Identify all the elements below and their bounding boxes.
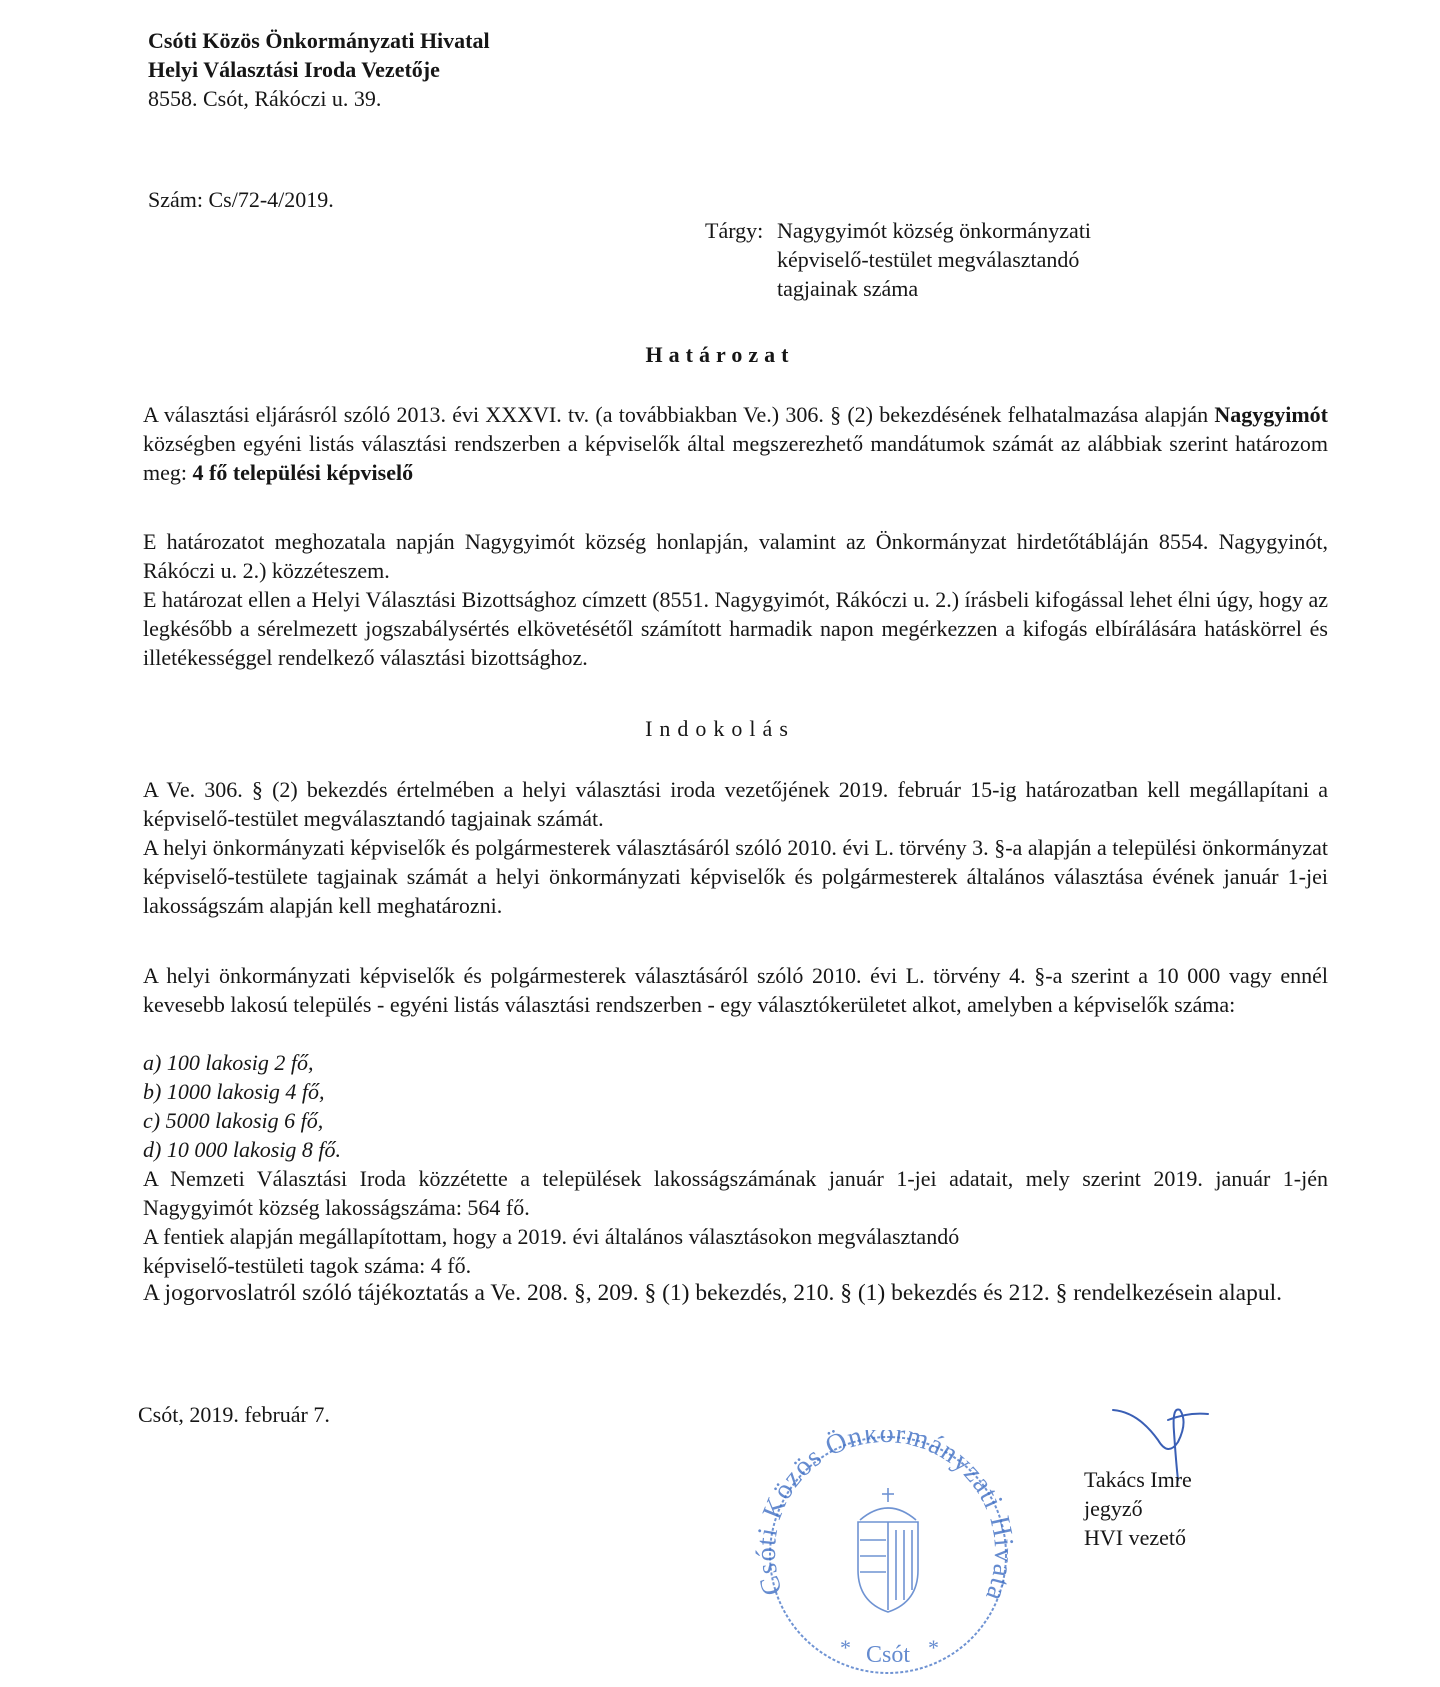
subject-line-3: tagjainak száma — [777, 276, 919, 301]
reasoning-paragraph-5-line-1: A fentiek alapján megállapítottam, hogy a 2019. évi általános választásokon megválasztandó — [143, 1224, 960, 1249]
subject-label: Tárgy: — [705, 218, 764, 243]
document-date: Csót, 2019. február 7. — [138, 1402, 330, 1427]
reasoning-paragraph-1: A Ve. 306. § (2) bekezdés értelmében a helyi választási iroda vezetőjének 2019. február 15-ig határozatban kell megállapítani a képviselő-testület megválasztandó tagjainak számát. — [143, 777, 1328, 831]
official-stamp — [748, 1430, 1028, 1680]
list-item: b) 1000 lakosig 4 fő, — [143, 1079, 325, 1104]
reasoning-paragraph-5 — [143, 1222, 1328, 1280]
decision-paragraph-3: E határozat ellen a Helyi Választási Bizottsághoz címzett (8551. Nagygyimót, Rákóczi u. 2.) írásbeli kifogással lehet élni úgy, hogy az legkésőbb a sérelmezett jogszabálysértés elkövetésétől számított harmadik napon megérkezzen a kifogás elbírálására hatáskörrel és illetékességgel rendelkező választási bizottsághoz. — [143, 587, 1328, 670]
subject-line-2: képviselő-testület megválasztandó — [777, 247, 1080, 272]
resident-list — [143, 1048, 1328, 1164]
svg-text:*: * — [928, 1635, 939, 1660]
subject-line-1: Nagygyimót község önkormányzati — [777, 218, 1092, 243]
signatory-role: jegyző — [1084, 1496, 1143, 1521]
signatory-function: HVI vezető — [1084, 1525, 1187, 1550]
list-item: d) 10 000 lakosig 8 fő. — [143, 1137, 341, 1162]
letterhead — [148, 26, 490, 113]
stamp-graphic — [748, 1430, 1028, 1680]
decision-result: 4 fő települési képviselő — [192, 460, 414, 485]
svg-text:*: * — [840, 1635, 851, 1660]
legal-remedy-note: A jogorvoslatról szóló tájékoztatás a Ve. 208. §, 209. § (1) bekezdés, 210. § (1) bekezdés és 212. § rendelkezésein alapul. — [143, 1280, 1282, 1306]
svg-text:Csóti Közös Önkormányzati Hiva: Csóti Közös Önkormányzati Hivata — [750, 1430, 1020, 1606]
decision-paragraph-1 — [143, 400, 1328, 487]
reference-number: Szám: Cs/72-4/2019. — [148, 187, 334, 212]
reasoning-paragraph-4: A Nemzeti Választási Iroda közzétette a települések lakosságszámának január 1-jei adatait, mely szerint 2019. január 1-jén Nagygyimót község lakosságszáma: 564 fő. — [143, 1166, 1328, 1220]
signatory-name: Takács Imre — [1084, 1467, 1192, 1492]
coat-of-arms-icon — [858, 1488, 918, 1612]
list-item: c) 5000 lakosig 6 fő, — [143, 1108, 324, 1133]
svg-text:Csót: Csót — [865, 1642, 911, 1668]
reasoning-title: Indokolás — [645, 716, 795, 741]
decision-text-b: községben egyéni listás választási rendszerben a képviselők által megszerezhető mandátumok számát az alábbiak szerint határozom meg: — [143, 431, 1328, 485]
subject-block — [705, 216, 1225, 303]
decision-title: Határozat — [645, 342, 795, 367]
office-address: 8558. Csót, Rákóczi u. 39. — [148, 86, 382, 111]
reasoning-paragraph-5-line-2: képviselő-testületi tagok száma: 4 fő. — [143, 1253, 472, 1278]
decision-text-a: A választási eljárásról szóló 2013. évi XXXVI. tv. (a továbbiakban Ve.) 306. § (2) bekezdésének felhatalmazása alapján — [143, 402, 1215, 427]
municipality-name: Nagygyimót — [1214, 402, 1328, 427]
office-department: Helyi Választási Iroda Vezetője — [148, 57, 440, 82]
list-item: a) 100 lakosig 2 fő, — [143, 1050, 314, 1075]
decision-paragraph-2: E határozatot meghozatala napján Nagygyimót község honlapján, valamint az Önkormányzat hirdetőtábláján 8554. Nagygyinót, Rákóczi u. 2.) közzéteszem. — [143, 529, 1328, 583]
signatory-block — [1084, 1465, 1192, 1552]
reasoning-paragraph-2: A helyi önkormányzati képviselők és polgármesterek választásáról szóló 2010. évi L. törvény 3. §-a alapján a települési önkormányzat képviselő-testülete tagjainak számát a helyi önkormányzati képviselők és polgármesterek általános választása évének január 1-jei lakosságszám alapján kell meghatározni. — [143, 835, 1328, 918]
office-name: Csóti Közös Önkormányzati Hivatal — [148, 28, 490, 53]
reasoning-paragraph-3: A helyi önkormányzati képviselők és polgármesterek választásáról szóló 2010. évi L. törvény 4. §-a szerint a 10 000 vagy ennél kevesebb lakosú település - egyéni listás választási rendszerben - egy választókerületet alkot, amelyben a képviselők száma: — [143, 963, 1328, 1017]
